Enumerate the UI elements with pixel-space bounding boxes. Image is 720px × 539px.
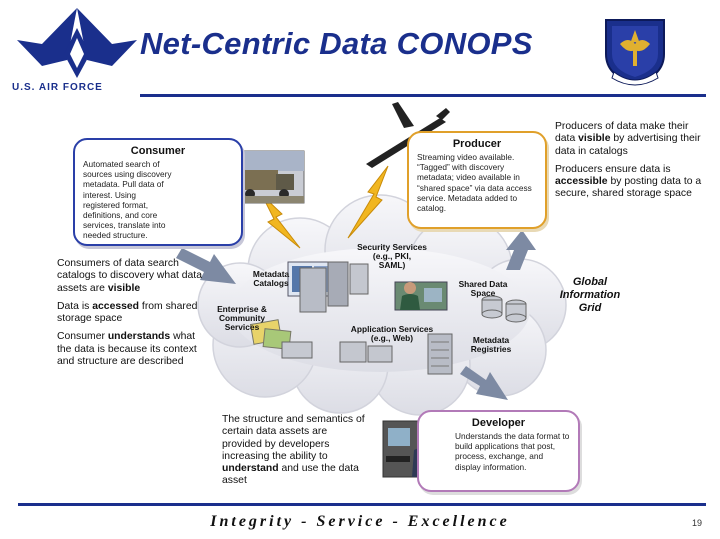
shared-data-space-label: Shared Data Space bbox=[458, 279, 508, 299]
producer-description: Streaming video available. “Tagged” with discovery metadata; video available in “shared space” via data access service. Metadata added to catalog. bbox=[417, 152, 532, 214]
developer-box bbox=[417, 410, 580, 492]
producer-notes bbox=[555, 121, 705, 207]
developer-title: Developer bbox=[471, 417, 526, 429]
producer-title: Producer bbox=[452, 138, 502, 150]
application-services-label: Application Services (e.g., Web) bbox=[350, 324, 434, 344]
enterprise-services-label: Enterprise & Community Services bbox=[217, 304, 267, 333]
security-services-label: Security Services (e.g., PKI, SAML) bbox=[357, 242, 427, 271]
producer-box bbox=[407, 131, 547, 229]
consumer-title: Consumer bbox=[130, 145, 186, 157]
footer-motto: Integrity - Service - Excellence bbox=[210, 513, 510, 530]
developer-note: The structure and semantics of certain data assets are provided by developers increasing the ability to understand and use the data asset bbox=[222, 414, 365, 487]
metadata-catalogs-label: Metadata Catalogs bbox=[252, 269, 290, 289]
producer-note: Producers of data make their data visible by advertising their data in catalogs bbox=[555, 121, 701, 157]
consumer-box bbox=[73, 138, 243, 246]
security-officer-icon bbox=[395, 282, 447, 310]
consumer-notes bbox=[57, 258, 207, 374]
page-title: Net-Centric Data CONOPS bbox=[140, 26, 533, 61]
producer-note: Producers ensure data is accessible by posting data to a secure, shared storage space bbox=[555, 163, 702, 200]
global-information-grid-label: Global Information Grid bbox=[559, 276, 621, 314]
metadata-registries-label: Metadata Registries bbox=[470, 335, 512, 355]
consumer-note: Data is accessed from shared storage space bbox=[57, 300, 198, 325]
footer-rule bbox=[18, 503, 706, 506]
us-air-force-label: U.S. AIR FORCE bbox=[12, 82, 103, 93]
consumer-note: Consumer understands what the data is because its context and structure are described bbox=[57, 331, 197, 368]
developer-description: Understands the data format to build applications that post, process, exchange, and display information. bbox=[455, 431, 570, 472]
page-number: 19 bbox=[692, 518, 703, 528]
consumer-description: Automated search of sources using discovery metadata. Pull data of interest. Using registered format, definitions, and core services, translate into needed structure. bbox=[83, 159, 172, 241]
consumer-note: Consumers of data search catalogs to discovery what data assets are visible bbox=[57, 258, 202, 294]
